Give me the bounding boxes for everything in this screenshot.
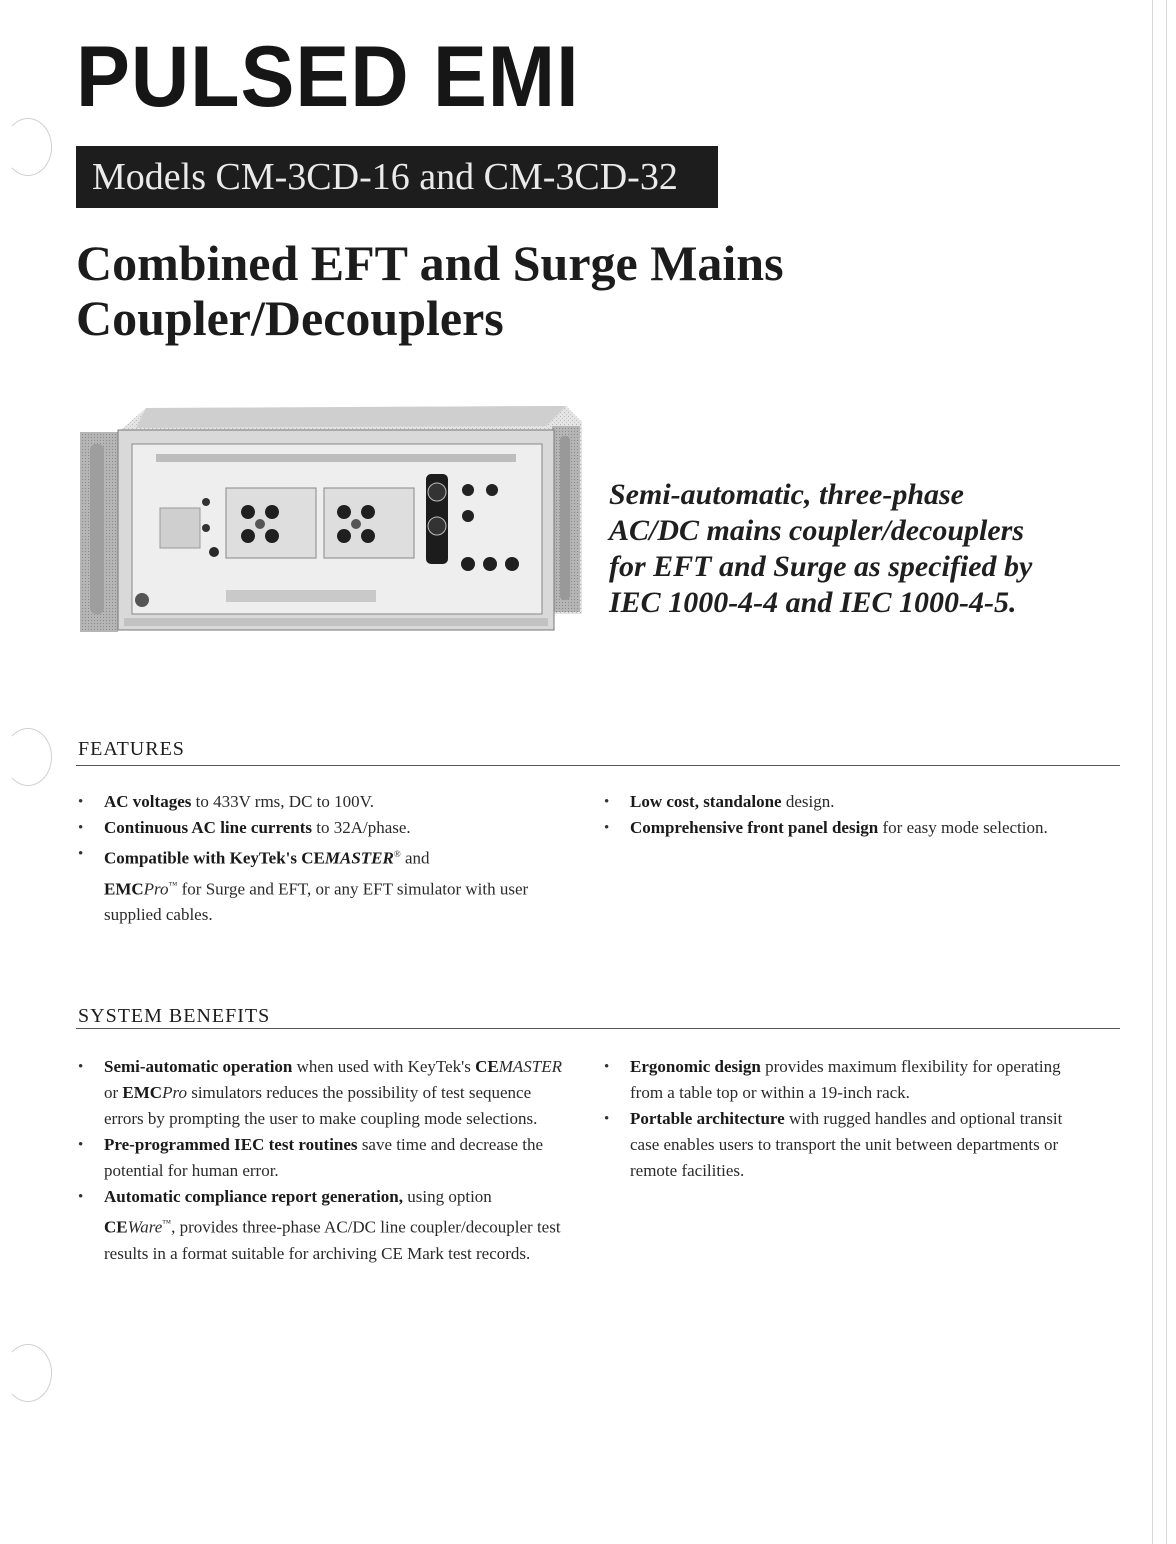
models-text: Models CM-3CD-16 and CM-3CD-32 [92, 156, 678, 198]
features-rule [76, 765, 1120, 766]
feature-item: • Comprehensive front panel design for easy mode selection. [604, 815, 1084, 841]
benefit-item: • Automatic compliance report generation, using option CEWare™, provides three-phase AC/DC line coupler/decoupler test results in a format suitable for archiving CE Mark test records. [78, 1184, 566, 1267]
product-title [76, 236, 784, 346]
feature-item: • Compatible with KeyTek's CEMASTER® and EMCPro™ for Surge and EFT, or any EFT simulator with user supplied cables. [78, 841, 558, 928]
feature-item: • Low cost, standalone design. [604, 789, 1084, 815]
benefits-list-right [604, 1054, 1094, 1184]
product-title-line1: Combined EFT and Surge Mains [76, 235, 784, 291]
features-list-right [604, 789, 1084, 841]
benefit-item: • Ergonomic design provides maximum flexibility for operating from a table top or within a 19-inch rack. [604, 1054, 1094, 1106]
brand-title: PULSED EMI [76, 29, 580, 125]
benefit-item: • Semi-automatic operation when used with KeyTek's CEMASTER or EMCPro simulators reduces the possibility of test sequence errors by prompting the user to make coupling mode selections. [78, 1054, 566, 1132]
page-edge-line [1166, 0, 1167, 1544]
tagline-line3: for EFT and Surge as specified by [609, 550, 1033, 583]
benefits-rule [76, 1028, 1120, 1029]
benefits-heading: SYSTEM BENEFITS [78, 1005, 271, 1027]
punch-hole [4, 118, 52, 176]
benefit-item: • Pre-programmed IEC test routines save time and decrease the potential for human error. [78, 1132, 566, 1184]
punch-hole [4, 728, 52, 786]
tagline-line2: AC/DC mains coupler/decouplers [609, 514, 1025, 547]
tagline [609, 477, 1149, 621]
product-photo [76, 404, 582, 638]
product-title-line2: Coupler/Decouplers [76, 290, 504, 346]
punch-hole [4, 1344, 52, 1402]
models-banner [76, 146, 718, 208]
feature-item: • Continuous AC line currents to 32A/phase. [78, 815, 558, 841]
tagline-line1: Semi-automatic, three-phase [609, 478, 964, 511]
tagline-line4: IEC 1000-4-4 and IEC 1000-4-5. [609, 586, 1017, 619]
feature-item: • AC voltages to 433V rms, DC to 100V. [78, 789, 558, 815]
features-heading: FEATURES [78, 738, 185, 760]
benefits-list-left [78, 1054, 566, 1267]
benefit-item: • Portable architecture with rugged handles and optional transit case enables users to transport the unit between departments or remote facilities. [604, 1106, 1094, 1184]
page-edge-line [1152, 0, 1153, 1544]
features-list-left [78, 789, 558, 928]
